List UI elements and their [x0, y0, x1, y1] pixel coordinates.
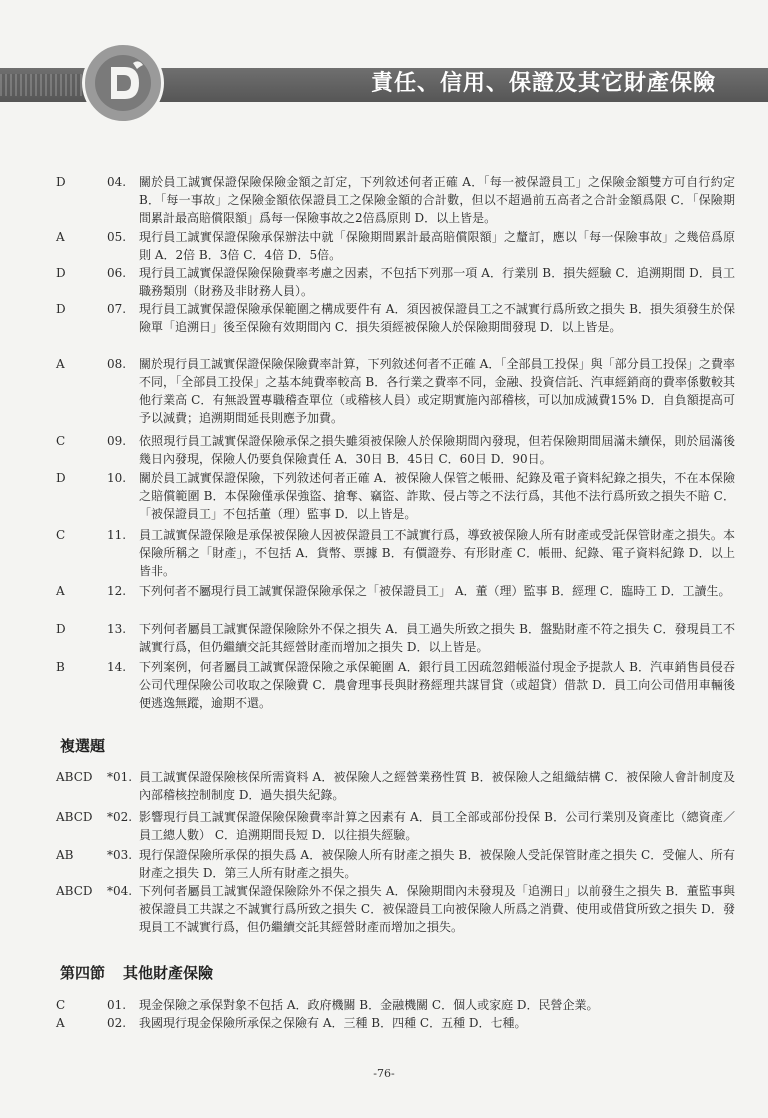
section-title: 複選題 [60, 737, 106, 755]
question-text: 下列何者不屬現行員工誠實保證保險承保之「被保證員工」 A．董（理）監事 B．經理 C．臨時工 D．工讀生。 [139, 584, 731, 598]
answer-key: C [56, 998, 66, 1012]
question-text: 現行員工誠實保證保險保險費率考慮之因素，不包括下列那一項 A．行業別 B．損失經驗 C．追溯期間 D．員工職務類別（財務及非財務人員）。 [139, 266, 735, 298]
question-number: *01. [107, 770, 133, 784]
question-text: 關於員工誠實保證保險保險金額之訂定，下列敘述何者正確 A．「每一被保證員工」之保險金額雙方可自行約定 B．「每一事故」之保險金額依保證員工之保險金額的合計數，但以不超過前五高者之合計金額爲限 C．「保險期間累計最高賠償限額」爲每一保險事故之2倍爲原則 D．以上皆是。 [139, 175, 735, 225]
question-number: 01. [107, 998, 127, 1012]
book-logo [82, 42, 164, 124]
question-number: 11. [107, 528, 127, 542]
answer-key: C [56, 434, 66, 448]
answer-key: C [56, 528, 66, 542]
question-text: 員工誠實保證保險核保所需資料 A．被保險人之經營業務性質 B．被保險人之組織結構 C．被保險人會計制度及內部稽核控制制度 D．過失損失紀錄。 [139, 770, 735, 802]
question-number: 04. [107, 175, 127, 189]
answer-key: ABCD [56, 884, 93, 898]
question-text: 我國現行現金保險所承保之保險有 A．三種 B．四種 C．五種 D．七種。 [139, 1016, 527, 1030]
answer-key: AB [56, 848, 74, 862]
question-text: 現行員工誠實保證保險承保範圍之構成要件有 A．須因被保證員工之不誠實行爲所致之損失 B．損失須發生於保險單「追溯日」後至保險有效期間內 C．損失須經被保險人於保險期間發現 D．以上皆是。 [139, 302, 735, 334]
answer-key: A [56, 1016, 65, 1030]
question-number: 05. [107, 230, 127, 244]
answer-key: A [56, 357, 65, 371]
chapter-label: 第四節 [60, 964, 106, 982]
question-number: 09. [107, 434, 127, 448]
question-number: 13. [107, 622, 127, 636]
answer-key: ABCD [56, 810, 93, 824]
question-text: 下列何者屬員工誠實保證保險除外不保之損失 A．保險期間內未發現及「追溯日」以前發生之損失 B．董監事與被保證員工共謀之不誠實行爲所致之損失 C．被保證員工向被保險人所爲之消費、使用或借貸所致之損失 D．發現員工不誠實行爲，但仍繼續交託其經營財產而增加之損失。 [139, 884, 735, 934]
chapter-name: 其他財產保險 [123, 964, 214, 982]
question-text: 下列何者屬員工誠實保證保險除外不保之損失 A．員工過失所致之損失 B．盤點財產不符之損失 C．發現員工不誠實行爲，但仍繼續交託其經營財產而增加之損失 D．以上皆是。 [139, 622, 735, 654]
answer-key: A [56, 584, 65, 598]
question-number: 14. [107, 660, 127, 674]
logo-icon [93, 53, 153, 113]
question-number: *02. [107, 810, 133, 824]
question-number: 02. [107, 1016, 127, 1030]
question-text: 影響現行員工誠實保證保險保險費率計算之因素有 A．員工全部或部份投保 B．公司行業別及資產比（總資產／員工總人數） C．追溯期間長短 D．以往損失經驗。 [139, 810, 735, 842]
question-number: 06. [107, 266, 127, 280]
question-number: 12. [107, 584, 127, 598]
question-text: 下列案例，何者屬員工誠實保證保險之承保範圍 A．銀行員工因疏忽錯帳溢付現金予提款人 B．汽車銷售員侵吞公司代理保險公司收取之保險費 C．農會理事長與財務經理共謀冒貸（或超貸）借款 D．員工向公司借用車輛後便逃逸無蹤，逾期不還。 [139, 660, 735, 710]
question-text: 現行員工誠實保證保險承保辦法中就「保險期間累計最高賠償限額」之釐訂，應以「每一保險事故」之幾倍爲原則 A．2倍 B．3倍 C．4倍 D．5倍。 [139, 230, 735, 262]
header-decoration [0, 74, 95, 96]
page-number: -76- [373, 1067, 395, 1080]
answer-key: ABCD [56, 770, 93, 784]
answer-key: A [56, 230, 65, 244]
question-text: 員工誠實保證保險是承保被保險人因被保證員工不誠實行爲，導致被保險人所有財產或受託保管財產之損失。本保險所稱之「財產」，不包括 A．貨幣、票據 B．有價證券、有形財產 C．帳冊、紀錄、電子資料紀錄 D．以上皆非。 [139, 528, 735, 578]
answer-key: D [56, 471, 66, 485]
answer-key: D [56, 302, 66, 316]
answer-key: D [56, 175, 66, 189]
answer-key: B [56, 660, 65, 674]
chapter-header-title: 責任、信用、保證及其它財產保險 [370, 71, 716, 96]
chapter-title [60, 962, 213, 983]
answer-key: D [56, 266, 66, 280]
question-number: 08. [107, 357, 127, 371]
question-number: 10. [107, 471, 127, 485]
question-text: 依照現行員工誠實保證保險承保之損失雖須被保險人於保險期間內發現，但若保險期間屆滿未續保，則於屆滿後幾日內發現，保險人仍要負保險責任 A．30日 B．45日 C．60日 D．90日。 [139, 434, 735, 466]
question-text: 現行保證保險所承保的損失爲 A．被保險人所有財產之損失 B．被保險人受託保管財產之損失 C．受僱人、所有財產之損失 D．第三人所有財產之損失。 [139, 848, 735, 880]
question-text: 關於現行員工誠實保證保險保險費率計算，下列敘述何者不正確 A．「全部員工投保」與「部分員工投保」之費率不同，「全部員工投保」之基本純費率較高 B．各行業之費率不同，金融、投資信託、汽車經銷商的費率係數較其他行業高 C．有無設置專職稽查單位（或稽核人員）或定期實施內部稽核，可以加成減費15% D．自負額提高可予以減費；追溯期間延長則應予加費。 [139, 357, 735, 425]
question-number: 07. [107, 302, 127, 316]
answer-key: D [56, 622, 66, 636]
question-text: 現金保險之承保對象不包括 A．政府機關 B．金融機關 C．個人或家庭 D．民營企業。 [139, 998, 599, 1012]
question-text: 關於員工誠實保證保險，下列敘述何者正確 A．被保險人保管之帳冊、紀錄及電子資料紀錄之損失，不在本保險之賠償範圍 B．本保險僅承保強盜、搶奪、竊盜、詐欺、侵占等之不法行爲，其他不法行爲所致之損失不賠 C．「被保證員工」不包括董（理）監事 D．以上皆是。 [139, 471, 735, 521]
question-number: *04. [107, 884, 133, 898]
question-number: *03. [107, 848, 133, 862]
